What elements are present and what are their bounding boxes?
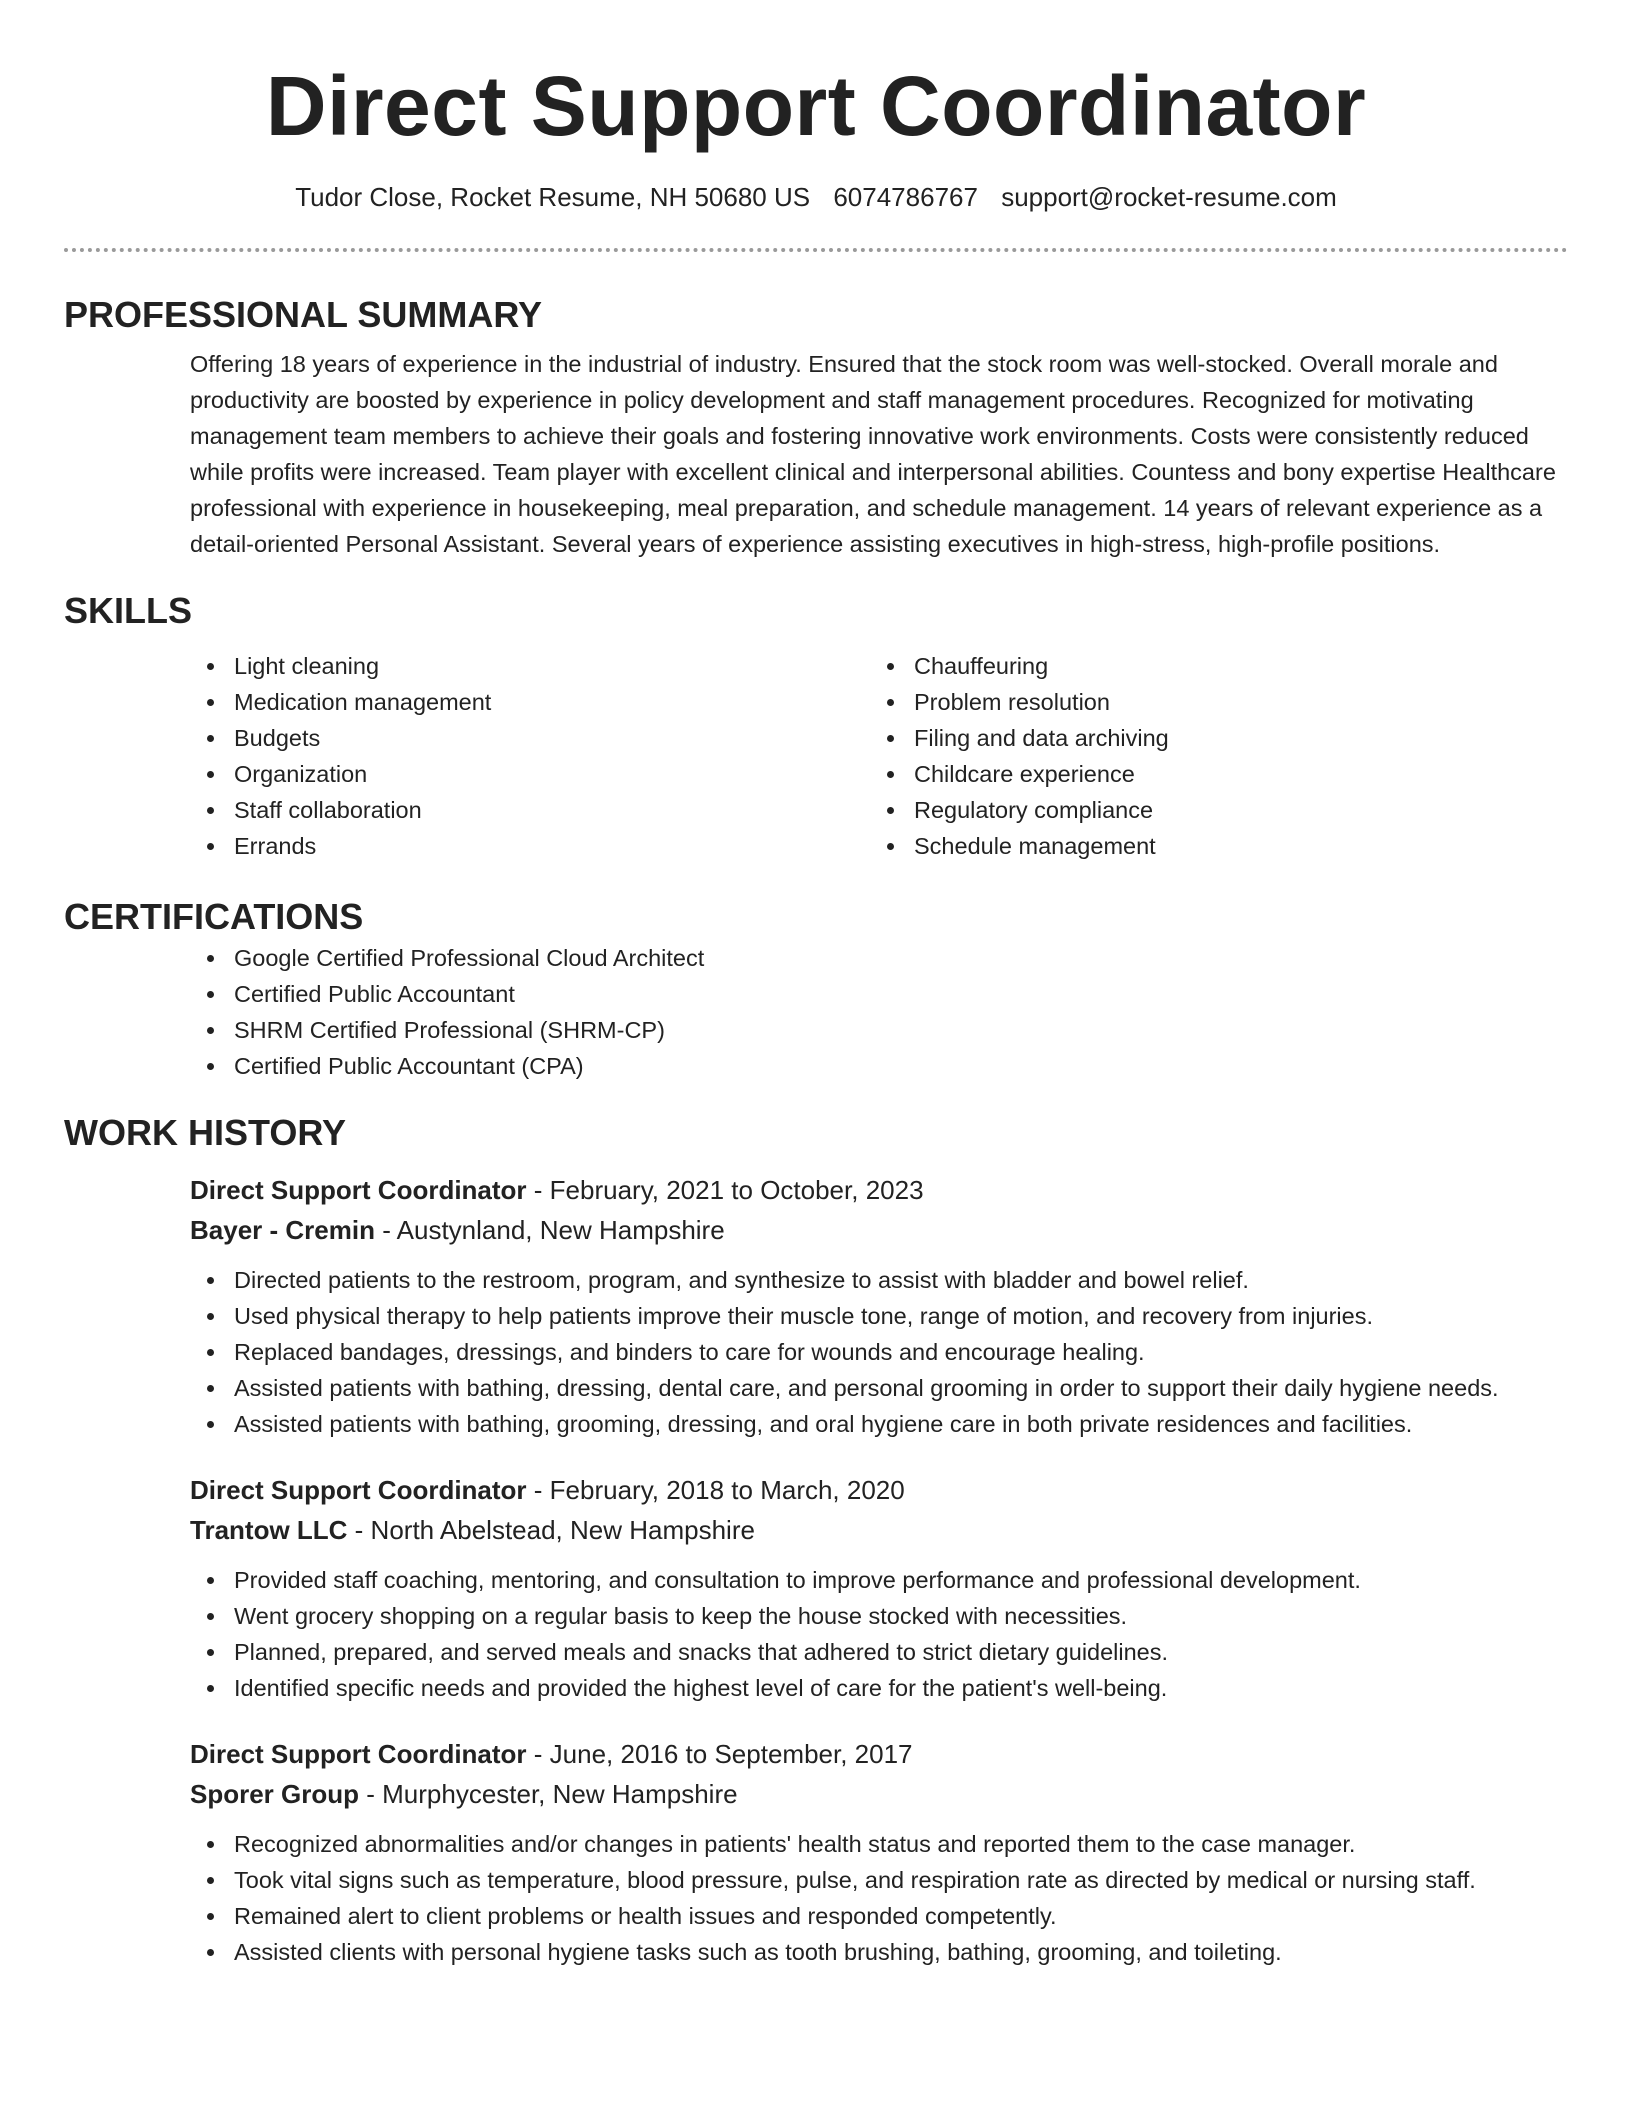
job-title-line (190, 1470, 1568, 1510)
skill-item: Schedule management (914, 828, 1568, 864)
skills-section (190, 648, 1568, 864)
job-duties-list (190, 1562, 1568, 1706)
skill-item: Chauffeuring (914, 648, 1568, 684)
skill-item: Filing and data archiving (914, 720, 1568, 756)
job-duty: Used physical therapy to help patients improve their muscle tone, range of motion, and recovery from injuries. (234, 1298, 1568, 1334)
job-duties-list (190, 1826, 1568, 1970)
job-title-line (190, 1734, 1568, 1774)
contact-phone: 6074786767 (833, 182, 978, 212)
job-duty: Recognized abnormalities and/or changes in patients' health status and reported them to the case manager. (234, 1826, 1568, 1862)
job-duty: Directed patients to the restroom, program, and synthesize to assist with bladder and bowel relief. (234, 1262, 1568, 1298)
job-duty: Provided staff coaching, mentoring, and consultation to improve performance and professional development. (234, 1562, 1568, 1598)
job-entry (190, 1170, 1568, 1442)
skill-item: Childcare experience (914, 756, 1568, 792)
header-divider (64, 248, 1568, 252)
certifications-list (190, 940, 1568, 1084)
job-location: - Austynland, New Hampshire (374, 1215, 725, 1245)
job-entry (190, 1734, 1568, 1970)
certification-item: Certified Public Accountant (234, 976, 1568, 1012)
job-company: Bayer - Cremin (190, 1215, 375, 1245)
certification-item: SHRM Certified Professional (SHRM-CP) (234, 1012, 1568, 1048)
job-company-line (190, 1210, 1568, 1250)
skill-item: Staff collaboration (234, 792, 870, 828)
skill-item: Organization (234, 756, 870, 792)
job-entry (190, 1470, 1568, 1706)
job-role: Direct Support Coordinator (190, 1475, 527, 1505)
job-company: Sporer Group (190, 1779, 360, 1809)
certifications-section (190, 940, 1568, 1084)
job-duty: Remained alert to client problems or health issues and responded competently. (234, 1898, 1568, 1934)
job-duty: Assisted patients with bathing, grooming, dressing, and oral hygiene care in both private residences and facilities. (234, 1406, 1568, 1442)
summary-section (190, 346, 1568, 562)
contact-line (64, 180, 1568, 214)
section-title-certifications: CERTIFICATIONS (64, 896, 364, 937)
job-role: Direct Support Coordinator (190, 1739, 527, 1769)
skill-item: Errands (234, 828, 870, 864)
skills-grid (190, 648, 1568, 864)
section-title-summary: PROFESSIONAL SUMMARY (64, 294, 543, 335)
job-duty: Went grocery shopping on a regular basis to keep the house stocked with necessities. (234, 1598, 1568, 1634)
job-duty: Assisted clients with personal hygiene tasks such as tooth brushing, bathing, grooming, and toileting. (234, 1934, 1568, 1970)
skill-item: Budgets (234, 720, 870, 756)
skills-list-right (870, 648, 1568, 864)
job-company-line (190, 1510, 1568, 1550)
summary-text: Offering 18 years of experience in the industrial of industry. Ensured that the stock room was well-stocked. Overall morale and productivity are boosted by experience in policy development and staff management procedures. Recognized for motivating management team members to achieve their goals and fostering innovative work environments. Costs were consistently reduced while profits were increased. Team player with excellent clinical and interpersonal abilities. Countess and bony expertise Healthcare professional with experience in housekeeping, meal preparation, and schedule management. 14 years of relevant experience as a detail-oriented Personal Assistant. Several years of experience assisting executives in high-stress, high-profile positions. (190, 351, 1556, 557)
job-dates: - February, 2018 to March, 2020 (526, 1475, 905, 1505)
job-duties-list (190, 1262, 1568, 1442)
job-role: Direct Support Coordinator (190, 1175, 527, 1205)
candidate-name: Direct Support Coordinator (265, 59, 1367, 153)
skills-list-left (190, 648, 870, 864)
job-dates: - June, 2016 to September, 2017 (526, 1739, 913, 1769)
work-history-section (190, 1170, 1568, 1970)
certification-item: Google Certified Professional Cloud Architect (234, 940, 1568, 976)
job-duty: Identified specific needs and provided the highest level of care for the patient's well-being. (234, 1670, 1568, 1706)
section-title-skills: SKILLS (64, 590, 193, 631)
job-location: - Murphycester, New Hampshire (359, 1779, 738, 1809)
certification-item: Certified Public Accountant (CPA) (234, 1048, 1568, 1084)
contact-address: Tudor Close, Rocket Resume, NH 50680 US (295, 182, 811, 212)
job-duty: Planned, prepared, and served meals and snacks that adhered to strict dietary guidelines. (234, 1634, 1568, 1670)
skill-item: Light cleaning (234, 648, 870, 684)
contact-email: support@rocket-resume.com (1001, 182, 1337, 212)
job-dates: - February, 2021 to October, 2023 (526, 1175, 924, 1205)
job-title-line (190, 1170, 1568, 1210)
job-duty: Replaced bandages, dressings, and binders to care for wounds and encourage healing. (234, 1334, 1568, 1370)
section-title-work-history: WORK HISTORY (64, 1112, 347, 1153)
job-location: - North Abelstead, New Hampshire (347, 1515, 755, 1545)
skill-item: Medication management (234, 684, 870, 720)
job-duty: Took vital signs such as temperature, blood pressure, pulse, and respiration rate as directed by medical or nursing staff. (234, 1862, 1568, 1898)
skill-item: Problem resolution (914, 684, 1568, 720)
skill-item: Regulatory compliance (914, 792, 1568, 828)
job-company: Trantow LLC (190, 1515, 348, 1545)
job-company-line (190, 1774, 1568, 1814)
job-duty: Assisted patients with bathing, dressing, dental care, and personal grooming in order to support their daily hygiene needs. (234, 1370, 1568, 1406)
